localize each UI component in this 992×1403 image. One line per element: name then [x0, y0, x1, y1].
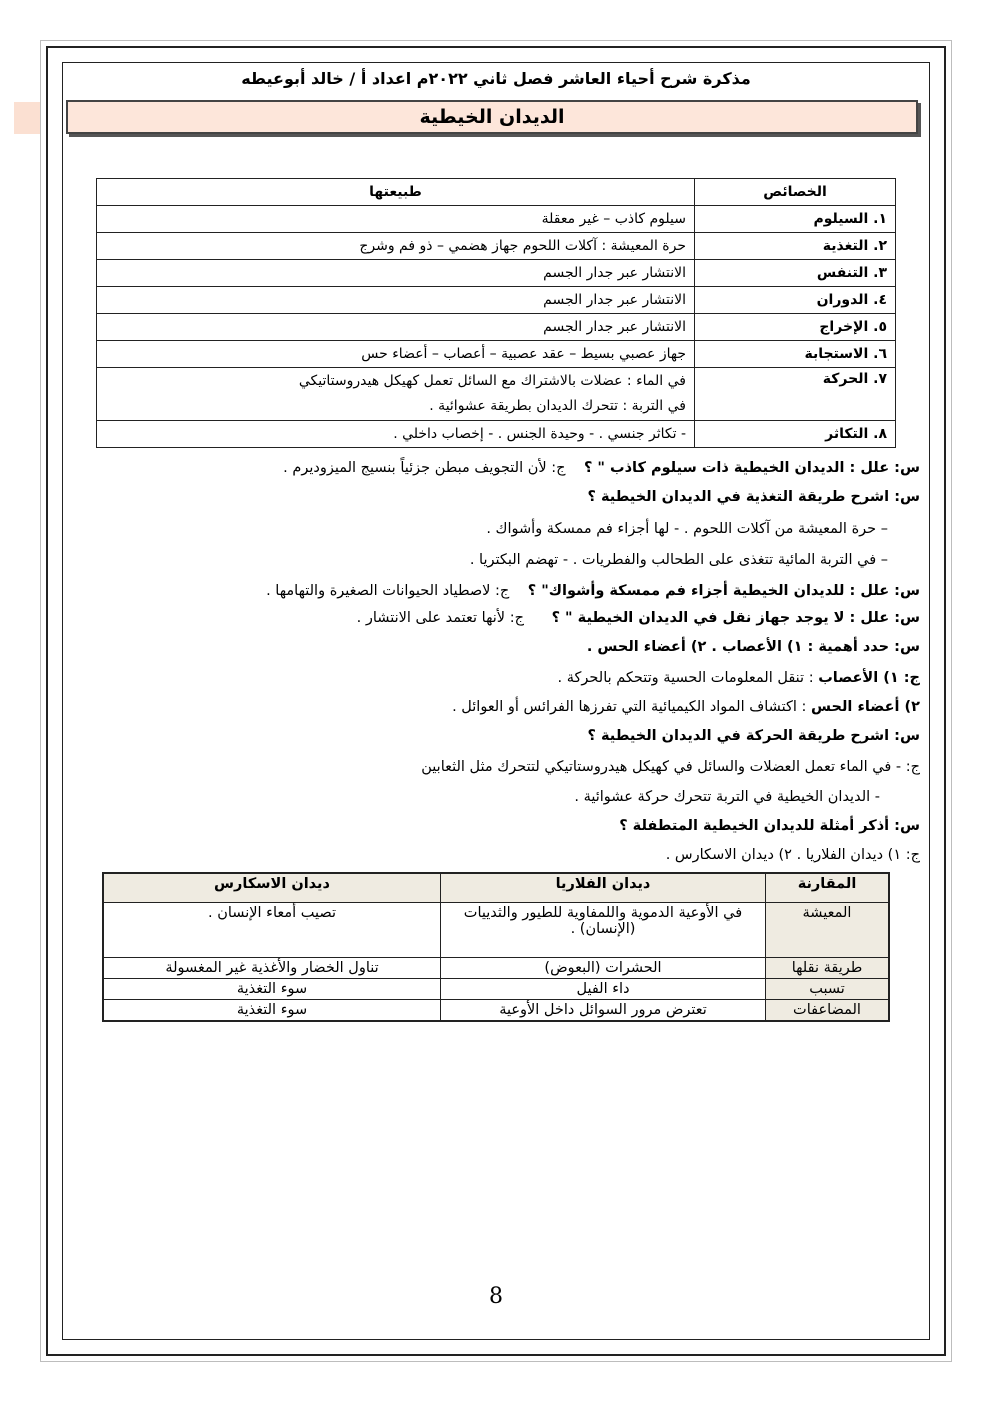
- question-3: س: علل : للديدان الخيطية أجزاء فم ممسكة وأشواك" ؟ ج: لاصطياد الحيوانات الصغيرة والتهامها .: [266, 583, 920, 599]
- question-6: س: اشرح طريقة الحركة في الديدان الخيطية ؟: [587, 728, 920, 744]
- comparison-table: [102, 872, 890, 1022]
- document-header: مذكرة شرح أحياء العاشر فصل ثاني ٢٠٢٢م اعداد أ / خالد أبوعيطه: [241, 69, 751, 88]
- table-row: ٨. التكاثر - تكاثر جنسي . - وحيدة الجنس . - إخصاب داخلي .: [97, 421, 896, 448]
- page-number: 8: [489, 1284, 503, 1309]
- answer-5-sense-organs: ٢) أعضاء الحس : اكتشاف المواد الكيميائية التي تفرزها الفرائس أو العوائل .: [452, 699, 920, 715]
- answer-5-nerves: ج: ١) الأعصاب : تنقل المعلومات الحسية وتتحكم بالحركة .: [557, 670, 920, 686]
- question-4: س: علل : لا يوجد جهاز نقل في الديدان الخيطية " ؟ ج: لأنها تعتمد على الانتشار .: [356, 610, 920, 626]
- question-5: س: حدد أهمية : ١) الأعصاب . ٢) أعضاء الحس .: [586, 639, 920, 655]
- question-2: س: اشرح طريقة التغذية في الديدان الخيطية ؟: [587, 489, 920, 505]
- table-header-row: [97, 179, 896, 206]
- table-header-row: [103, 873, 889, 903]
- side-tab-marker: [14, 102, 40, 134]
- header-characteristics: الخصائص: [695, 179, 896, 206]
- table-row: المضاعفات تعترض مرور السوائل داخل الأوعية سوء التغذية: [103, 1000, 889, 1022]
- header-ascaris: ديدان الاسكارس: [103, 873, 441, 903]
- characteristics-table: [96, 178, 896, 448]
- question-7: س: أذكر أمثلة للديدان الخيطية المتطفلة ؟: [619, 818, 920, 834]
- header-nature: طبيعتها: [97, 179, 695, 206]
- header-filaria: ديدان الفلاريا: [441, 873, 766, 903]
- table-row: ٣. التنفس الانتشار عبر جدار الجسم: [97, 260, 896, 287]
- table-row: ٥. الإخراج الانتشار عبر جدار الجسم: [97, 314, 896, 341]
- table-row: المعيشة في الأوعية الدموية واللمفاوية للطيور والثدييات (الإنسان) . تصيب أمعاء الإنسان .: [103, 903, 889, 958]
- movement-water: في الماء : عضلات بالاشتراك مع السائل تعمل كهيكل هيدروستاتيكي: [298, 373, 686, 389]
- question-1: س: علل : الديدان الخيطية ذات سيلوم كاذب " ؟ ج: لأن التجويف مبطن جزئياً بنسيج الميزوديرم .: [283, 460, 920, 476]
- page-title: الديدان الخيطية: [66, 100, 918, 134]
- header-comparison: المقارنة: [766, 873, 890, 903]
- table-row: ٦. الاستجابة جهاز عصبي بسيط – عقد عصبية – أعصاب – أعضاء حس: [97, 341, 896, 368]
- answer-7: ج: ١) ديدان الفلاريا . ٢) ديدان الاسكارس .: [665, 847, 920, 863]
- table-row: تسبب داء الفيل سوء التغذية: [103, 979, 889, 1000]
- movement-soil: في التربة : تتحرك الديدان بطريقة عشوائية .: [429, 398, 686, 414]
- answer-2-line-1: – حرة المعيشة من آكلات اللحوم . - لها أجزاء فم ممسكة وأشواك .: [486, 521, 888, 537]
- table-row: طريقة نقلها الحشرات (البعوض) تناول الخضار والأغذية غير المغسولة: [103, 958, 889, 979]
- answer-6-line-1: ج: - في الماء تعمل العضلات والسائل في كهيكل هيدروستاتيكي لتتحرك مثل الثعابين: [421, 759, 920, 775]
- table-row: ٧. الحركة في الماء : عضلات بالاشتراك مع السائل تعمل كهيكل هيدروستاتيكي في التربة : تتحرك الديدان بطريقة عشوائية .: [97, 368, 896, 421]
- table-row: ٢. التغذية حرة المعيشة : آكلات اللحوم جهاز هضمي – ذو فم وشرج: [97, 233, 896, 260]
- answer-6-line-2: - الديدان الخيطية في التربة تتحرك حركة عشوائية .: [574, 789, 880, 805]
- answer-2-line-2: – في التربة المائية تتغذى على الطحالب والفطريات . - تهضم البكتريا .: [469, 552, 888, 568]
- table-row: ٤. الدوران الانتشار عبر جدار الجسم: [97, 287, 896, 314]
- table-row: ١. السيلوم سيلوم كاذب – غير معقلة: [97, 206, 896, 233]
